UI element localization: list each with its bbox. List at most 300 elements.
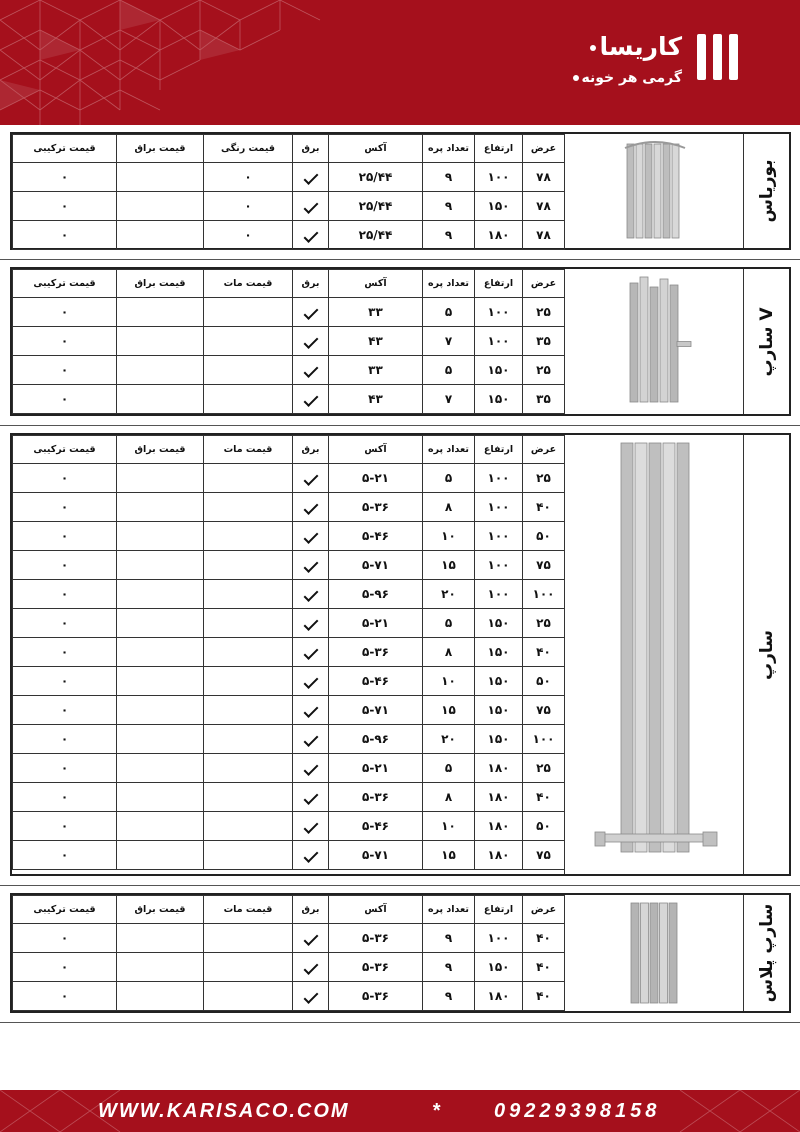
table-row	[13, 725, 565, 754]
column-header: تعداد پره	[423, 436, 475, 464]
spec-table	[12, 269, 565, 414]
fin-count-cell: ۵	[423, 298, 475, 327]
column-header: عرض	[523, 270, 565, 298]
checkmark-icon	[303, 305, 318, 320]
spec-table	[12, 895, 565, 1011]
axis-cell: ۵-۳۶	[329, 783, 423, 812]
price-combo-cell: ۰	[13, 551, 117, 580]
price-color-cell	[204, 812, 293, 841]
product-name: سارپ V	[756, 306, 777, 377]
price-gloss-cell	[117, 982, 204, 1011]
product-section-sarp-v	[10, 267, 791, 416]
fin-count-cell: ۱۰	[423, 522, 475, 551]
fin-count-cell: ۹	[423, 221, 475, 250]
price-combo-cell: ۰	[13, 754, 117, 783]
table-header-row	[13, 135, 565, 163]
electric-check-cell	[293, 924, 329, 953]
width-cell: ۷۸	[523, 221, 565, 250]
fin-count-cell: ۱۵	[423, 841, 475, 870]
price-gloss-cell	[117, 812, 204, 841]
price-gloss-cell	[117, 580, 204, 609]
width-cell: ۵۰	[523, 667, 565, 696]
price-gloss-cell	[117, 298, 204, 327]
price-color-cell	[204, 356, 293, 385]
price-color-cell: ۰	[204, 192, 293, 221]
spec-table	[12, 435, 565, 870]
price-color-cell	[204, 580, 293, 609]
footer-separator: *	[432, 1100, 442, 1122]
column-header: تعداد پره	[423, 270, 475, 298]
electric-check-cell	[293, 638, 329, 667]
table-row	[13, 327, 565, 356]
footer-banner	[0, 1090, 800, 1132]
table-row	[13, 841, 565, 870]
axis-cell: ۵-۴۶	[329, 522, 423, 551]
price-color-cell	[204, 327, 293, 356]
fin-count-cell: ۵	[423, 356, 475, 385]
height-cell: ۱۸۰	[475, 812, 523, 841]
product-name: سارپ پلاس	[756, 903, 777, 1003]
product-photo	[564, 895, 744, 1011]
height-cell: ۱۵۰	[475, 696, 523, 725]
product-name-cell	[744, 269, 789, 414]
axis-cell: ۲۵/۴۴	[329, 163, 423, 192]
fin-count-cell: ۷	[423, 385, 475, 414]
section-divider	[0, 425, 800, 426]
column-header: برق	[293, 270, 329, 298]
table-row	[13, 551, 565, 580]
electric-check-cell	[293, 783, 329, 812]
checkmark-icon	[303, 819, 318, 834]
product-photo	[564, 269, 744, 414]
price-combo-cell: ۰	[13, 812, 117, 841]
width-cell: ۲۵	[523, 754, 565, 783]
width-cell: ۲۵	[523, 609, 565, 638]
website-link[interactable]: WWW.KARISACO.COM	[98, 1100, 350, 1122]
electric-check-cell	[293, 163, 329, 192]
price-gloss-cell	[117, 356, 204, 385]
width-cell: ۷۸	[523, 163, 565, 192]
height-cell: ۱۵۰	[475, 385, 523, 414]
axis-cell: ۵-۳۶	[329, 924, 423, 953]
column-header: عرض	[523, 436, 565, 464]
spec-table	[12, 134, 565, 250]
fin-count-cell: ۱۵	[423, 696, 475, 725]
price-color-cell	[204, 696, 293, 725]
height-cell: ۱۰۰	[475, 522, 523, 551]
electric-check-cell	[293, 327, 329, 356]
fin-count-cell: ۵	[423, 754, 475, 783]
axis-cell: ۵-۳۶	[329, 982, 423, 1011]
column-header: تعداد پره	[423, 135, 475, 163]
height-cell: ۱۰۰	[475, 924, 523, 953]
axis-cell: ۵-۳۶	[329, 493, 423, 522]
axis-cell: ۵-۳۶	[329, 953, 423, 982]
column-header: قیمت ترکیبی	[13, 436, 117, 464]
table-row	[13, 924, 565, 953]
price-combo-cell: ۰	[13, 783, 117, 812]
price-color-cell: ۰	[204, 163, 293, 192]
logo-bars-icon	[694, 30, 738, 80]
column-header: قیمت ترکیبی	[13, 896, 117, 924]
height-cell: ۱۸۰	[475, 754, 523, 783]
electric-check-cell	[293, 493, 329, 522]
geometric-pattern	[0, 0, 330, 125]
width-cell: ۷۵	[523, 551, 565, 580]
fin-count-cell: ۵	[423, 464, 475, 493]
fin-count-cell: ۹	[423, 953, 475, 982]
width-cell: ۴۰	[523, 953, 565, 982]
height-cell: ۱۰۰	[475, 580, 523, 609]
checkmark-icon	[303, 334, 318, 349]
height-cell: ۱۸۰	[475, 841, 523, 870]
table-header-row	[13, 436, 565, 464]
checkmark-icon	[303, 199, 318, 214]
table-row	[13, 163, 565, 192]
axis-cell: ۲۵/۴۴	[329, 192, 423, 221]
product-name-cell	[744, 435, 789, 874]
column-header: ارتفاع	[475, 436, 523, 464]
column-header: قیمت براق	[117, 270, 204, 298]
height-cell: ۱۰۰	[475, 298, 523, 327]
price-combo-cell: ۰	[13, 221, 117, 250]
axis-cell: ۳۳	[329, 298, 423, 327]
fin-count-cell: ۱۰	[423, 812, 475, 841]
column-header: آکس	[329, 436, 423, 464]
price-color-cell	[204, 464, 293, 493]
checkmark-icon	[303, 989, 318, 1004]
fin-count-cell: ۸	[423, 493, 475, 522]
price-gloss-cell	[117, 464, 204, 493]
column-header: عرض	[523, 896, 565, 924]
price-combo-cell: ۰	[13, 667, 117, 696]
width-cell: ۴۰	[523, 982, 565, 1011]
table-row	[13, 982, 565, 1011]
width-cell: ۱۰۰	[523, 725, 565, 754]
product-name: بوریاس	[756, 159, 777, 223]
product-photo	[564, 134, 744, 248]
section-divider	[0, 1022, 800, 1023]
axis-cell: ۵-۹۶	[329, 580, 423, 609]
price-gloss-cell	[117, 493, 204, 522]
table-row	[13, 580, 565, 609]
brand-name: کاریسا	[599, 32, 682, 61]
electric-check-cell	[293, 812, 329, 841]
electric-check-cell	[293, 464, 329, 493]
column-header: آکس	[329, 270, 423, 298]
width-cell: ۷۵	[523, 696, 565, 725]
column-header: برق	[293, 135, 329, 163]
radiator-photo	[565, 895, 745, 1011]
price-color-cell	[204, 385, 293, 414]
electric-check-cell	[293, 982, 329, 1011]
height-cell: ۱۰۰	[475, 493, 523, 522]
price-gloss-cell	[117, 385, 204, 414]
price-gloss-cell	[117, 783, 204, 812]
axis-cell: ۵-۴۶	[329, 667, 423, 696]
product-name: سارپ	[756, 629, 777, 680]
price-color-cell	[204, 841, 293, 870]
checkmark-icon	[303, 587, 318, 602]
fin-count-cell: ۵	[423, 609, 475, 638]
electric-check-cell	[293, 754, 329, 783]
product-section-sarp	[10, 433, 791, 876]
column-header: ارتفاع	[475, 896, 523, 924]
price-gloss-cell	[117, 192, 204, 221]
price-gloss-cell	[117, 841, 204, 870]
width-cell: ۵۰	[523, 522, 565, 551]
axis-cell: ۴۳	[329, 385, 423, 414]
width-cell: ۴۰	[523, 783, 565, 812]
axis-cell: ۵-۷۱	[329, 841, 423, 870]
axis-cell: ۵-۲۱	[329, 464, 423, 493]
height-cell: ۱۵۰	[475, 609, 523, 638]
price-color-cell: ۰	[204, 221, 293, 250]
checkmark-icon	[303, 170, 318, 185]
column-header: برق	[293, 896, 329, 924]
radiator-photo	[565, 269, 745, 414]
axis-cell: ۵-۴۶	[329, 812, 423, 841]
table-row	[13, 221, 565, 250]
table-row	[13, 696, 565, 725]
width-cell: ۳۵	[523, 385, 565, 414]
width-cell: ۱۰۰	[523, 580, 565, 609]
price-combo-cell: ۰	[13, 696, 117, 725]
price-combo-cell: ۰	[13, 638, 117, 667]
checkmark-icon	[303, 848, 318, 863]
product-section-sarp-plus	[10, 893, 791, 1013]
column-header: عرض	[523, 135, 565, 163]
height-cell: ۱۰۰	[475, 327, 523, 356]
price-color-cell	[204, 725, 293, 754]
header-banner	[0, 0, 800, 125]
electric-check-cell	[293, 667, 329, 696]
height-cell: ۱۵۰	[475, 638, 523, 667]
price-color-cell	[204, 667, 293, 696]
product-name-cell	[744, 134, 789, 248]
price-combo-cell: ۰	[13, 609, 117, 638]
table-row	[13, 493, 565, 522]
price-color-cell	[204, 493, 293, 522]
axis-cell: ۵-۹۶	[329, 725, 423, 754]
column-header: قیمت مات	[204, 270, 293, 298]
height-cell: ۱۸۰	[475, 982, 523, 1011]
product-name-cell	[744, 895, 789, 1011]
price-gloss-cell	[117, 725, 204, 754]
width-cell: ۳۵	[523, 327, 565, 356]
fin-count-cell: ۲۰	[423, 580, 475, 609]
height-cell: ۱۵۰	[475, 356, 523, 385]
price-combo-cell: ۰	[13, 464, 117, 493]
price-combo-cell: ۰	[13, 841, 117, 870]
fin-count-cell: ۹	[423, 192, 475, 221]
price-gloss-cell	[117, 327, 204, 356]
electric-check-cell	[293, 522, 329, 551]
electric-check-cell	[293, 551, 329, 580]
electric-check-cell	[293, 385, 329, 414]
fin-count-cell: ۲۰	[423, 725, 475, 754]
price-color-cell	[204, 924, 293, 953]
price-gloss-cell	[117, 551, 204, 580]
price-combo-cell: ۰	[13, 493, 117, 522]
column-header: آکس	[329, 896, 423, 924]
axis-cell: ۵-۳۶	[329, 638, 423, 667]
price-combo-cell: ۰	[13, 580, 117, 609]
price-color-cell	[204, 522, 293, 551]
table-row	[13, 667, 565, 696]
height-cell: ۱۰۰	[475, 464, 523, 493]
checkmark-icon	[303, 645, 318, 660]
width-cell: ۲۵	[523, 298, 565, 327]
axis-cell: ۵-۲۱	[329, 754, 423, 783]
checkmark-icon	[303, 228, 318, 243]
height-cell: ۱۵۰	[475, 192, 523, 221]
column-header: قیمت ترکیبی	[13, 135, 117, 163]
fin-count-cell: ۸	[423, 783, 475, 812]
price-combo-cell: ۰	[13, 298, 117, 327]
price-combo-cell: ۰	[13, 163, 117, 192]
fin-count-cell: ۷	[423, 327, 475, 356]
height-cell: ۱۰۰	[475, 163, 523, 192]
checkmark-icon	[303, 616, 318, 631]
checkmark-icon	[303, 674, 318, 689]
width-cell: ۴۰	[523, 924, 565, 953]
checkmark-icon	[303, 960, 318, 975]
electric-check-cell	[293, 356, 329, 385]
table-row	[13, 464, 565, 493]
width-cell: ۲۵	[523, 356, 565, 385]
axis-cell: ۵-۲۱	[329, 609, 423, 638]
price-color-cell	[204, 638, 293, 667]
column-header: قیمت مات	[204, 436, 293, 464]
brand-logo	[581, 30, 738, 100]
price-color-cell	[204, 551, 293, 580]
electric-check-cell	[293, 221, 329, 250]
axis-cell: ۲۵/۴۴	[329, 221, 423, 250]
checkmark-icon	[303, 558, 318, 573]
table-row	[13, 638, 565, 667]
price-gloss-cell	[117, 163, 204, 192]
price-gloss-cell	[117, 924, 204, 953]
fin-count-cell: ۸	[423, 638, 475, 667]
width-cell: ۵۰	[523, 812, 565, 841]
column-header: قیمت براق	[117, 135, 204, 163]
price-gloss-cell	[117, 754, 204, 783]
table-row	[13, 609, 565, 638]
checkmark-icon	[303, 732, 318, 747]
checkmark-icon	[303, 761, 318, 776]
electric-check-cell	[293, 841, 329, 870]
table-row	[13, 953, 565, 982]
electric-check-cell	[293, 298, 329, 327]
radiator-photo	[565, 134, 745, 248]
table-row	[13, 783, 565, 812]
price-gloss-cell	[117, 638, 204, 667]
price-combo-cell: ۰	[13, 522, 117, 551]
checkmark-icon	[303, 392, 318, 407]
electric-check-cell	[293, 696, 329, 725]
checkmark-icon	[303, 529, 318, 544]
column-header: قیمت براق	[117, 436, 204, 464]
price-gloss-cell	[117, 953, 204, 982]
table-header-row	[13, 270, 565, 298]
column-header: قیمت رنگی	[204, 135, 293, 163]
price-combo-cell: ۰	[13, 953, 117, 982]
column-header: برق	[293, 436, 329, 464]
price-gloss-cell	[117, 221, 204, 250]
price-combo-cell: ۰	[13, 982, 117, 1011]
height-cell: ۱۰۰	[475, 551, 523, 580]
table-row	[13, 356, 565, 385]
product-photo	[564, 435, 744, 874]
price-combo-cell: ۰	[13, 385, 117, 414]
column-header: آکس	[329, 135, 423, 163]
table-row	[13, 522, 565, 551]
axis-cell: ۳۳	[329, 356, 423, 385]
table-row	[13, 385, 565, 414]
price-combo-cell: ۰	[13, 356, 117, 385]
axis-cell: ۴۳	[329, 327, 423, 356]
table-row	[13, 754, 565, 783]
fin-count-cell: ۹	[423, 163, 475, 192]
width-cell: ۷۸	[523, 192, 565, 221]
price-gloss-cell	[117, 667, 204, 696]
price-combo-cell: ۰	[13, 327, 117, 356]
width-cell: ۴۰	[523, 493, 565, 522]
checkmark-icon	[303, 471, 318, 486]
electric-check-cell	[293, 580, 329, 609]
price-gloss-cell	[117, 696, 204, 725]
price-combo-cell: ۰	[13, 924, 117, 953]
fin-count-cell: ۹	[423, 982, 475, 1011]
price-color-cell	[204, 298, 293, 327]
column-header: ارتفاع	[475, 135, 523, 163]
radiator-photo	[565, 435, 745, 874]
brand-tagline: گرمی هر خونه	[581, 70, 682, 86]
table-row	[13, 812, 565, 841]
height-cell: ۱۵۰	[475, 953, 523, 982]
axis-cell: ۵-۷۱	[329, 551, 423, 580]
price-color-cell	[204, 953, 293, 982]
checkmark-icon	[303, 703, 318, 718]
price-gloss-cell	[117, 609, 204, 638]
phone-number[interactable]: 09229398158	[494, 1100, 661, 1122]
checkmark-icon	[303, 931, 318, 946]
table-row	[13, 298, 565, 327]
height-cell: ۱۸۰	[475, 783, 523, 812]
column-header: تعداد پره	[423, 896, 475, 924]
table-row	[13, 192, 565, 221]
fin-count-cell: ۹	[423, 924, 475, 953]
column-header: قیمت مات	[204, 896, 293, 924]
height-cell: ۱۵۰	[475, 667, 523, 696]
column-header: ارتفاع	[475, 270, 523, 298]
price-color-cell	[204, 783, 293, 812]
electric-check-cell	[293, 609, 329, 638]
width-cell: ۲۵	[523, 464, 565, 493]
table-header-row	[13, 896, 565, 924]
electric-check-cell	[293, 192, 329, 221]
column-header: قیمت براق	[117, 896, 204, 924]
width-cell: ۴۰	[523, 638, 565, 667]
height-cell: ۱۸۰	[475, 221, 523, 250]
width-cell: ۷۵	[523, 841, 565, 870]
price-gloss-cell	[117, 522, 204, 551]
column-header: قیمت ترکیبی	[13, 270, 117, 298]
price-combo-cell: ۰	[13, 192, 117, 221]
fin-count-cell: ۱۰	[423, 667, 475, 696]
price-color-cell	[204, 982, 293, 1011]
